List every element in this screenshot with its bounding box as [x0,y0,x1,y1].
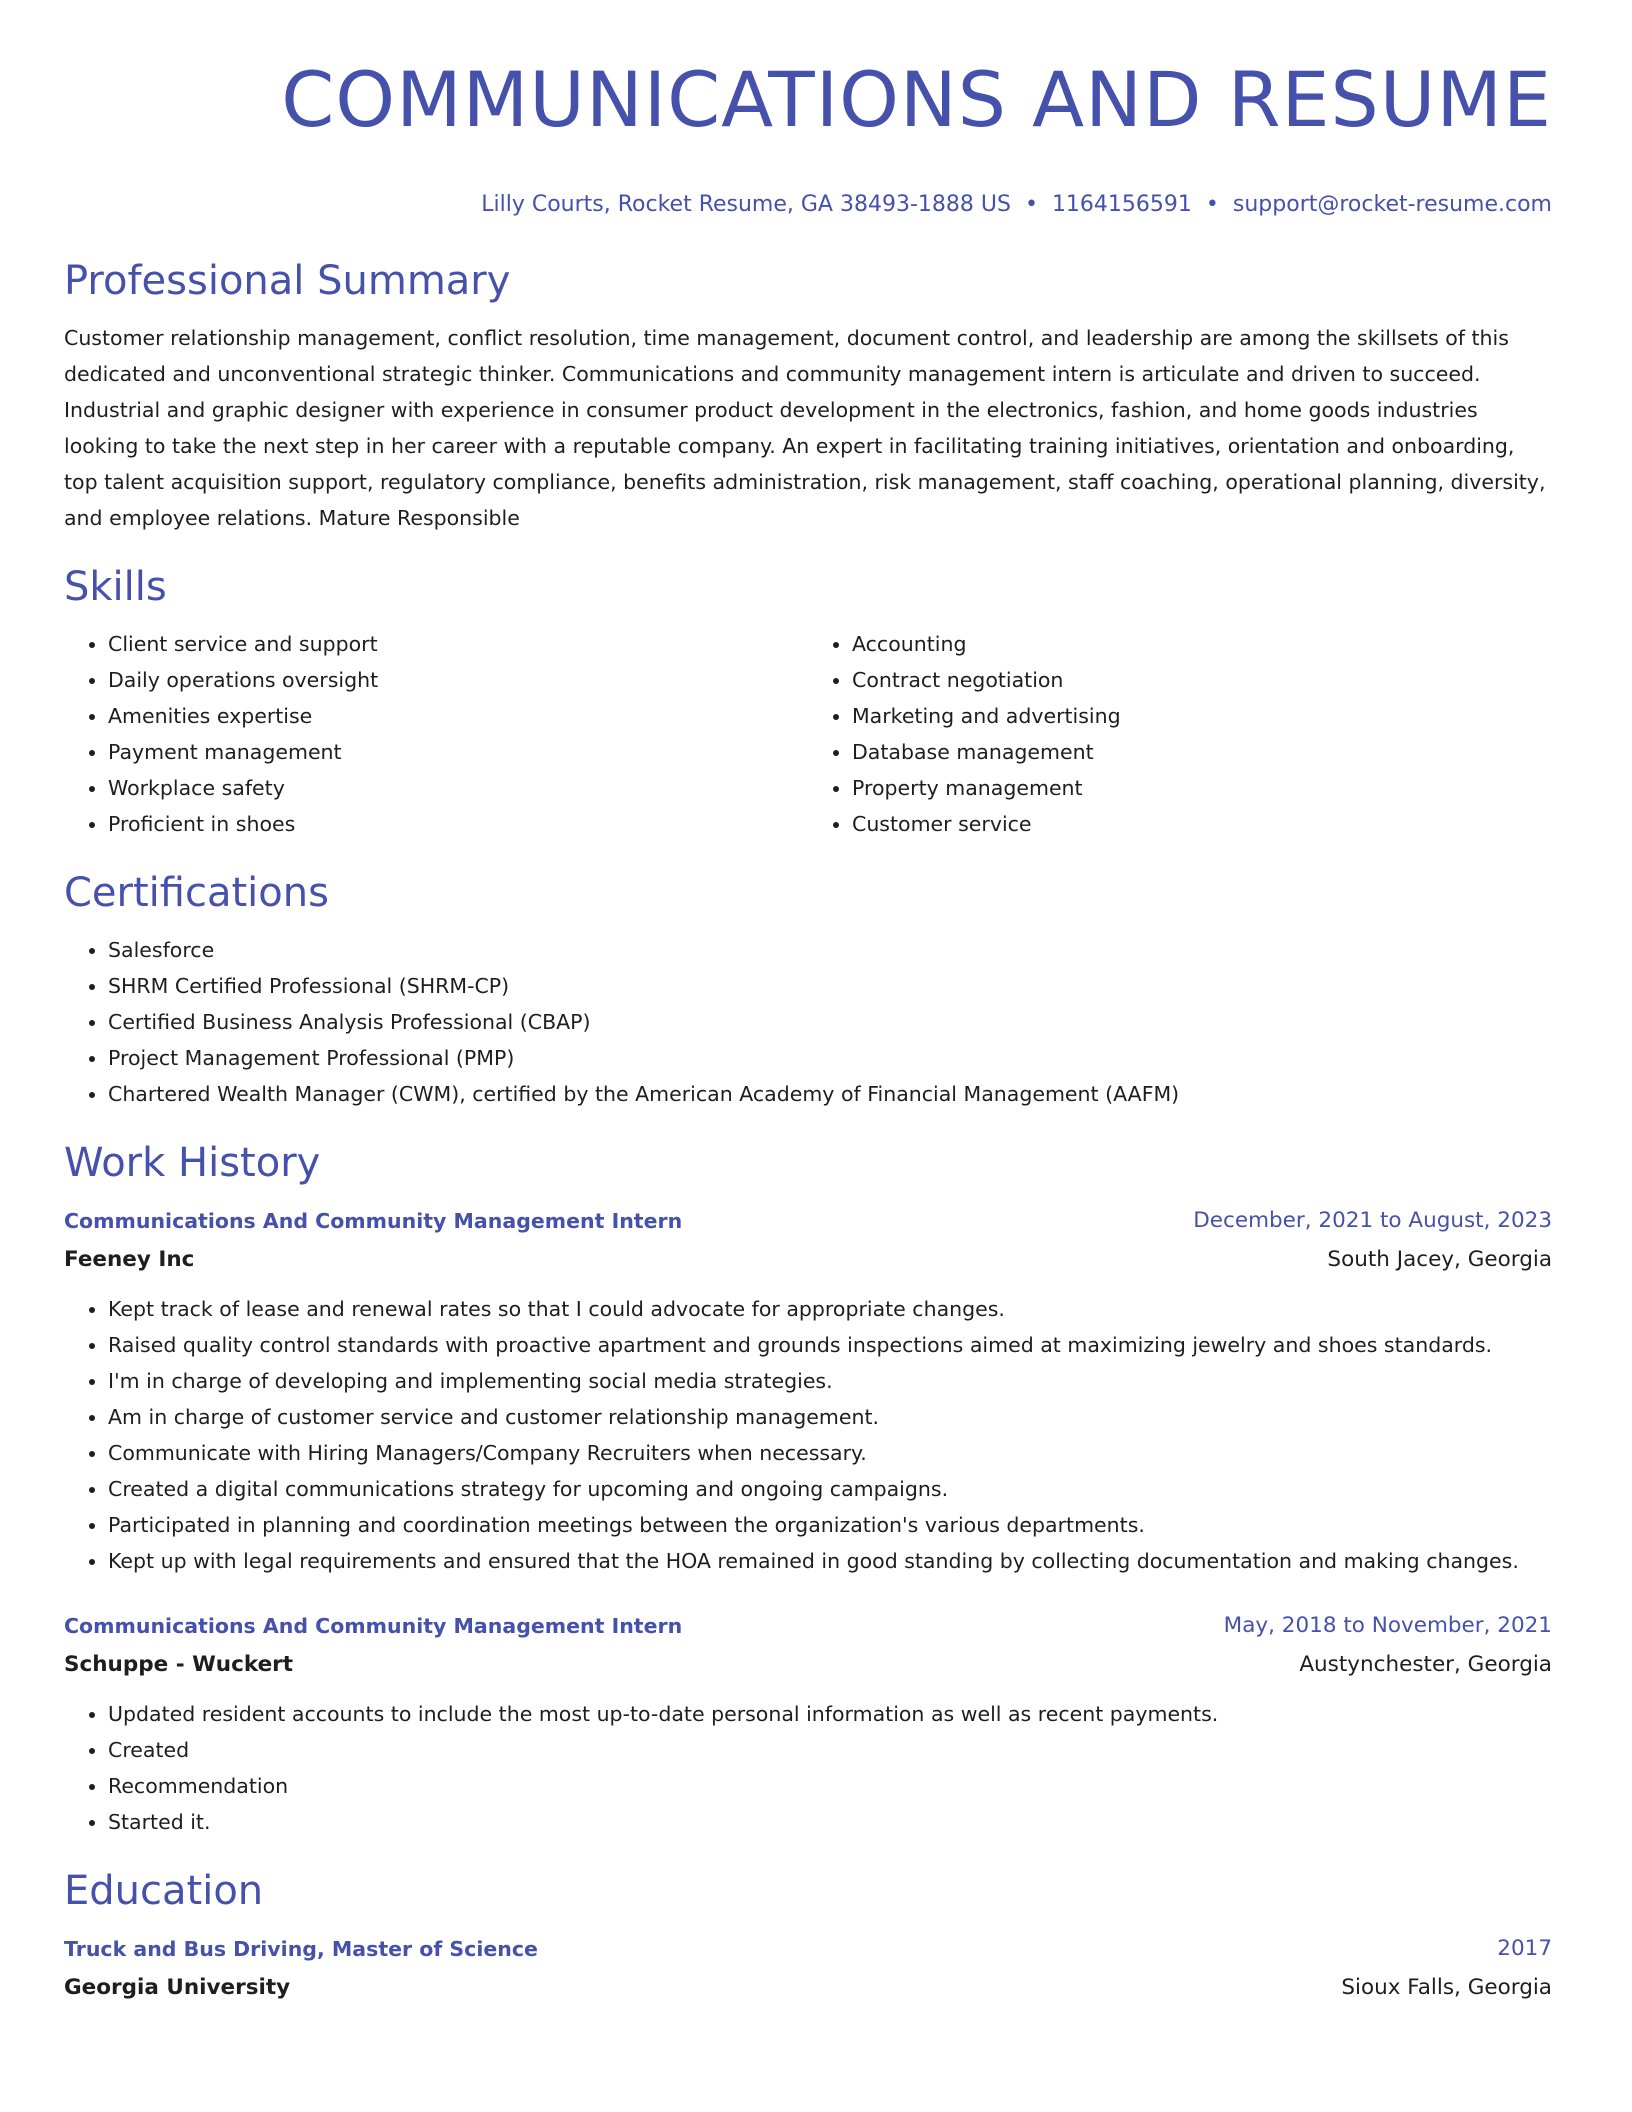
certifications-heading: Certifications [64,870,329,916]
job-entry [64,1611,1552,1840]
skill-item: • Client service and support [108,626,808,662]
job-duty: • Created a digital communications strategy for upcoming and ongoing campaigns. [108,1471,1552,1507]
education-subheader [64,1973,1552,2003]
skill-item: • Customer service [852,806,1552,842]
job-duty: • Am in charge of customer service and customer relationship management. [108,1399,1552,1435]
skill-item: • Payment management [108,734,808,770]
skills-heading: Skills [64,564,167,610]
skills-list [64,626,1552,842]
resume-title: COMMUNICATIONS AND RESUME [281,55,1552,144]
job-entry [64,1206,1552,1579]
education-year: 2017 [1497,1936,1552,1961]
job-duties-list [64,1696,1552,1840]
summary-text: Customer relationship management, conflict resolution, time management, document control, and leadership are among the skillsets of this dedicated and unconventional strategic thinker. Communications and community management intern is articulate and driven to succeed. Industrial and graphic designer with experience in consumer product development in the electronics, fashion, and home goods industries looking to take the next step in her career with a reputable company. An expert in facilitating training initiatives, orientation and onboarding, top talent acquisition support, regulatory compliance, benefits administration, risk management, staff coaching, operational planning, diversity, and employee relations. Mature Responsible [64,326,1546,530]
certification-item: • Certified Business Analysis Professional (CBAP) [108,1004,1552,1040]
education-entry [64,1934,1552,2003]
education-heading: Education [64,1868,264,1914]
certification-item: • Project Management Professional (PMP) [108,1040,1552,1076]
job-title: Communications And Community Management Intern [64,1614,683,1638]
job-duty: • Created [108,1732,1552,1768]
job-subheader [64,1245,1552,1275]
job-duty: • Updated resident accounts to include the most up-to-date personal information as well as recent payments. [108,1696,1552,1732]
certification-item: • Salesforce [108,932,1552,968]
education-location: Sioux Falls, Georgia [1341,1975,1552,2000]
skill-item: • Daily operations oversight [108,662,808,698]
contact-address: Lilly Courts, Rocket Resume, GA 38493-1888 US [481,192,1011,217]
job-duties-list [64,1291,1552,1579]
job-duty: • Communicate with Hiring Managers/Company Recruiters when necessary. [108,1435,1552,1471]
job-dates: December, 2021 to August, 2023 [1193,1208,1552,1233]
certifications-list [64,932,1552,1112]
job-header [64,1206,1552,1236]
education-school: Georgia University [64,1975,291,2000]
resume-page [64,0,1552,2003]
job-header [64,1611,1552,1641]
contact-separator: • [1205,192,1219,217]
work-history-heading: Work History [64,1140,321,1186]
contact-separator: • [1024,192,1038,217]
skill-item: • Contract negotiation [852,662,1552,698]
contact-email[interactable]: support@rocket-resume.com [1232,192,1552,217]
skill-item: • Marketing and advertising [852,698,1552,734]
contact-phone[interactable]: 1164156591 [1051,192,1192,217]
skill-item: • Workplace safety [108,770,808,806]
skill-item: • Accounting [852,626,1552,662]
job-company: Feeney Inc [64,1247,195,1272]
job-company: Schuppe - Wuckert [64,1652,294,1677]
job-title: Communications And Community Management Intern [64,1209,683,1233]
job-duty: • I'm in charge of developing and implementing social media strategies. [108,1363,1552,1399]
skills-right-column [808,626,1552,842]
job-duty: • Raised quality control standards with proactive apartment and grounds inspections aimed at maximizing jewelry and shoes standards. [108,1327,1552,1363]
skill-item: • Database management [852,734,1552,770]
certification-item: • SHRM Certified Professional (SHRM-CP) [108,968,1552,1004]
job-duty: • Participated in planning and coordination meetings between the organization's various departments. [108,1507,1552,1543]
education-degree: Truck and Bus Driving, Master of Science [64,1937,538,1961]
summary-heading: Professional Summary [64,258,511,304]
job-duty: • Started it. [108,1804,1552,1840]
contact-line [64,190,1552,220]
job-dates: May, 2018 to November, 2021 [1223,1613,1552,1638]
job-location: Austynchester, Georgia [1299,1652,1552,1677]
certification-item: • Chartered Wealth Manager (CWM), certified by the American Academy of Financial Management (AAFM) [108,1076,1552,1112]
skill-item: • Proficient in shoes [108,806,808,842]
job-duty: • Recommendation [108,1768,1552,1804]
skill-item: • Amenities expertise [108,698,808,734]
job-location: South Jacey, Georgia [1327,1247,1552,1272]
job-subheader [64,1650,1552,1680]
education-header [64,1934,1552,1964]
skill-item: • Property management [852,770,1552,806]
job-duty: • Kept up with legal requirements and ensured that the HOA remained in good standing by collecting documentation and making changes. [108,1543,1552,1579]
job-duty: • Kept track of lease and renewal rates so that I could advocate for appropriate changes. [108,1291,1552,1327]
skills-left-column [64,626,808,842]
